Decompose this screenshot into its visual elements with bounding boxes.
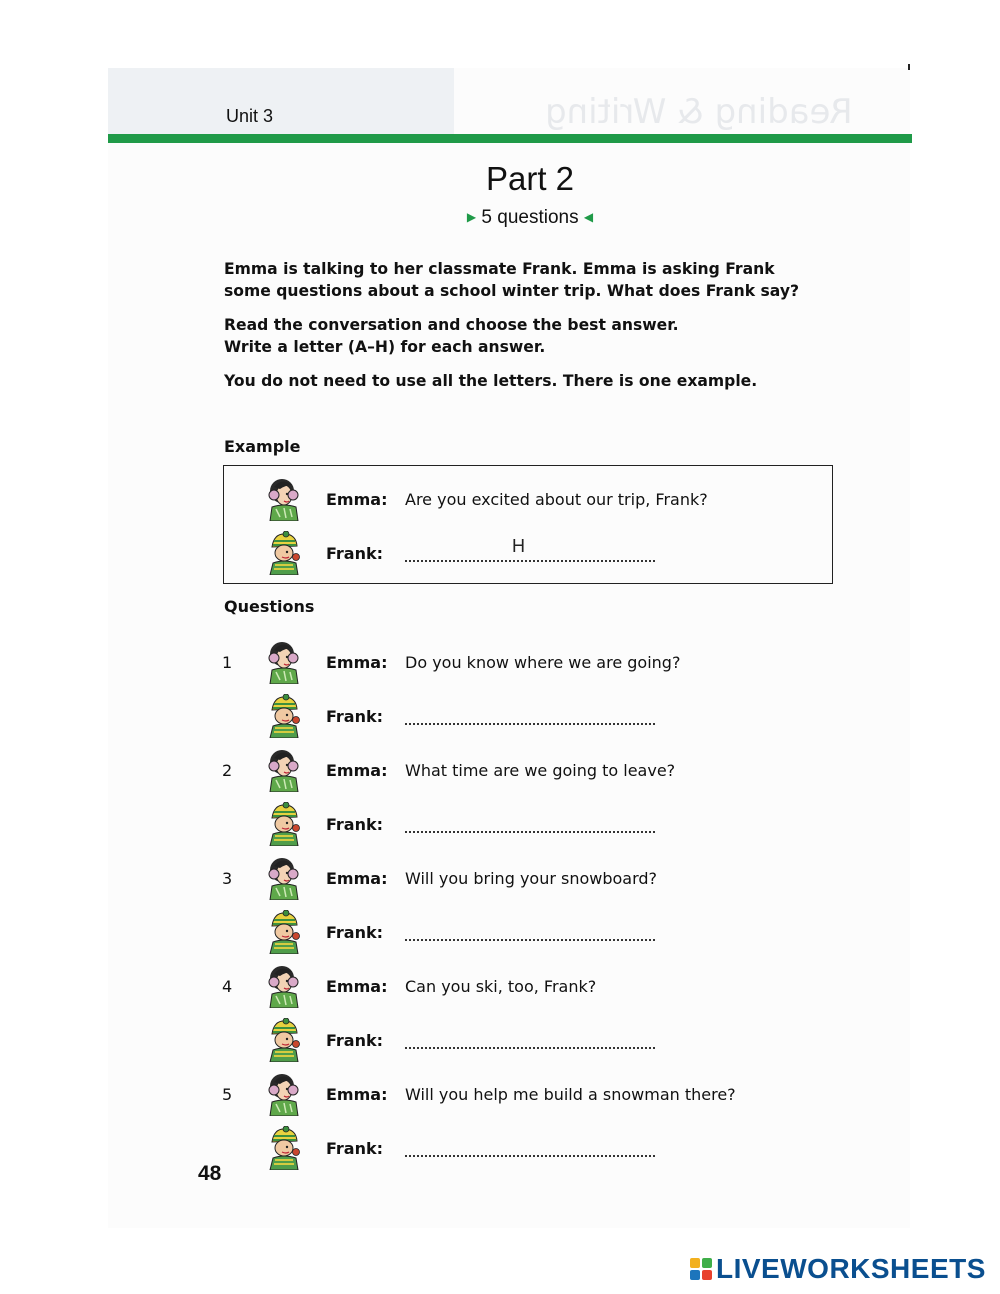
answer-blank-2[interactable] [405, 817, 655, 833]
answer-blank-1[interactable] [405, 709, 655, 725]
brand-mark-icon [690, 1258, 712, 1280]
unit-label: Unit 3 [226, 106, 274, 126]
frank-avatar-icon [266, 802, 302, 846]
question-number: 4 [222, 977, 233, 996]
part-subtitle [0, 207, 1000, 229]
emma-avatar-icon [266, 640, 302, 684]
frank-avatar-icon [266, 531, 302, 575]
speaker-frank: Frank: [326, 1139, 384, 1158]
bleed-through-title: Reading & Writing [545, 92, 853, 132]
instruction-line: You do not need to use all the letters. There is one example. [224, 372, 758, 390]
question-number: 1 [222, 653, 233, 672]
frank-avatar-icon [266, 1018, 302, 1062]
example-answer-blank [405, 546, 655, 562]
instruction-line: Read the conversation and choose the best answer. [224, 316, 679, 334]
question-number: 3 [222, 869, 233, 888]
speaker-frank: Frank: [326, 707, 384, 726]
crop-mark [908, 64, 910, 70]
emma-avatar-icon [266, 477, 302, 521]
emma-avatar-icon [266, 1072, 302, 1116]
instruction-line: some questions about a school winter trip. What does Frank say? [224, 282, 800, 300]
brand-name: LIVEWORKSHEETS [716, 1253, 986, 1284]
instruction-line: Emma is talking to her classmate Frank. Emma is asking Frank [224, 260, 775, 278]
speaker-emma: Emma: [326, 761, 388, 780]
speaker-emma: Emma: [326, 653, 388, 672]
speaker-emma: Emma: [326, 1085, 388, 1104]
triangle-left-icon: ◀ [583, 210, 594, 224]
speaker-frank: Frank: [326, 923, 384, 942]
header-rule [108, 134, 912, 143]
part-title: Part 2 [485, 160, 575, 197]
triangle-right-icon: ▶ [466, 210, 477, 224]
example-answer: H [512, 536, 525, 556]
speaker-emma: Emma: [326, 869, 388, 888]
question-number: 2 [222, 761, 233, 780]
speaker-emma: Emma: [326, 977, 388, 996]
emma-line: What time are we going to leave? [405, 761, 676, 780]
frank-avatar-icon [266, 910, 302, 954]
speaker-frank: Frank: [326, 815, 384, 834]
frank-avatar-icon [266, 694, 302, 738]
emma-line: Will you help me build a snowman there? [405, 1085, 736, 1104]
worksheet-page [108, 68, 910, 1228]
emma-line: Will you bring your snowboard? [405, 869, 658, 888]
frank-avatar-icon [266, 1126, 302, 1170]
brand-logo [690, 1254, 986, 1284]
page-number: 48 [198, 1162, 222, 1185]
speaker-frank: Frank: [326, 544, 384, 563]
instruction-line: Write a letter (A–H) for each answer. [224, 338, 546, 356]
answer-blank-5[interactable] [405, 1141, 655, 1157]
example-box [223, 465, 833, 584]
answer-blank-4[interactable] [405, 1033, 655, 1049]
question-number: 5 [222, 1085, 233, 1104]
emma-avatar-icon [266, 964, 302, 1008]
answer-blank-3[interactable] [405, 925, 655, 941]
emma-line: Can you ski, too, Frank? [405, 977, 597, 996]
emma-avatar-icon [266, 856, 302, 900]
emma-line: Do you know where we are going? [405, 653, 681, 672]
emma-line: Are you excited about our trip, Frank? [405, 490, 708, 509]
example-label: Example [224, 437, 301, 456]
question-count: 5 questions [481, 207, 579, 228]
speaker-emma: Emma: [326, 490, 388, 509]
emma-avatar-icon [266, 748, 302, 792]
questions-label: Questions [224, 597, 315, 616]
speaker-frank: Frank: [326, 1031, 384, 1050]
header-band [108, 68, 454, 134]
